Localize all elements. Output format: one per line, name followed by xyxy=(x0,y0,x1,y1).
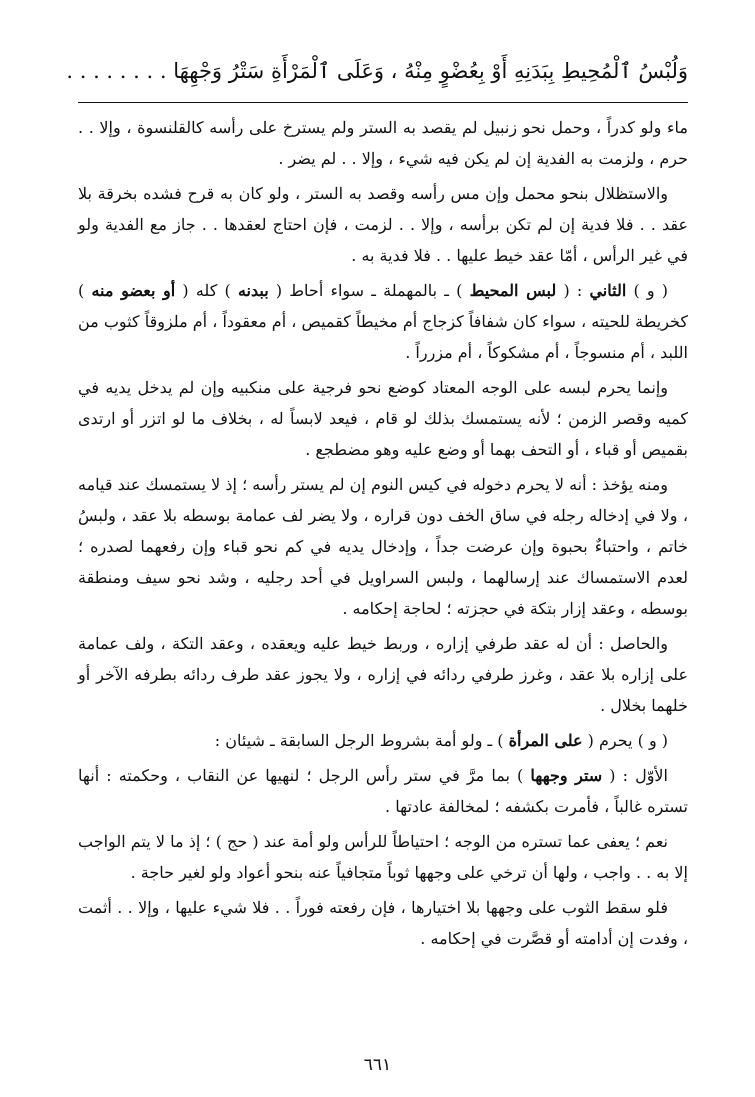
page-content xyxy=(66,52,689,958)
text-segment: نعم ؛ يعفى عما تستره من الوجه ؛ احتياطاً للرأس ولو أمة عند ( حج ) ؛ إذ ما لا يتم الواجب إلا به . . واجب ، ولها أن ترخي على وجهها ثوباً متجافياً عنه بنحو أعواد ولو لغير حاجة . xyxy=(78,832,688,882)
text-segment: ) ـ بالمهملة ـ سواء أحاط ( xyxy=(268,281,470,300)
page-number: ٦٦١ xyxy=(363,1055,392,1075)
text-segment: ( و ) يحرم ( xyxy=(582,731,668,750)
paragraph xyxy=(78,725,688,760)
text-segment: ( و ) xyxy=(626,281,669,300)
text-segment: فلو سقط الثوب على وجهها بلا اختيارها ، فإن رفعته فوراً . . فلا شيء عليها ، وإلا . . أثمت ، وفدت إن أدامته أو قصَّرت في إحكامه . xyxy=(78,898,688,948)
bold-term: أو بعضو منه xyxy=(91,281,176,300)
running-header xyxy=(66,52,688,102)
paragraph xyxy=(78,112,688,178)
text-segment: ) ـ ولو أمة بشروط الرجل السابقة ـ شيئان : xyxy=(214,731,509,750)
header-title: وَلُبْسُ ٱلْمُحِيطِ بِبَدَنِهِ أَوْ بِعُضْوٍ مِنْهُ ، وَعَلَى ٱلْمَرْأَةِ سَتْرُ وَجْهِهَا xyxy=(173,59,688,83)
text-segment: ) بما مرَّ في ستر رأس الرجل ؛ لنهيها عن النقاب ، وحكمته : أنها تستره غالباً ، فأمرت بكشفه ؛ لمخالفة عادتها . xyxy=(78,766,688,816)
text-segment: ) كله ( xyxy=(175,281,238,300)
text-segment: ) كخريطة للحيته ، سواء كان شفافاً كزجاج أم مخيطاً كقميص ، أم معقوداً ، أم ملزوقاً كثوب من اللبد ، أم منسوجاً ، أم مشكوكاً ، أم مزرراً . xyxy=(78,281,689,362)
text-segment: ومنه يؤخذ : أنه لا يحرم دخوله في كيس النوم إن لم يستر رأسه ؛ إذ لا يستمسك عند قيامه ، ولا في إدخاله رجله في ساق الخف دون قراره ، ولا يضر لف عمامة بوسطه بلا عقد ، ولبسُ خاتم ، واحتباءٌ بحبوة وإن عرضت جداً ، وإدخال يديه في كم نحو قباء وإن رفعهما لصدره ؛ لعدم الاستمساك عند إرسالهما ، ولبس السراويل في أحد رجليه ، وشد نحو سيف ومنطقة بوسطه ، وعقد إزار بتكة في حجزته ؛ لحاجة إحكامه . xyxy=(78,475,688,618)
paragraph xyxy=(78,372,688,469)
paragraph xyxy=(78,469,688,628)
paragraph xyxy=(78,826,688,892)
bold-term: على المرأة xyxy=(508,731,583,750)
text-segment: : ( xyxy=(556,281,590,300)
bold-term: ستر وجهها xyxy=(530,766,603,785)
text-segment: الأوّل : ( xyxy=(602,766,669,785)
bold-term: ببدنه xyxy=(237,281,269,300)
text-segment: وإنما يحرم لبسه على الوجه المعتاد كوضع نحو فرجية على منكبيه وإن لم يدخل يديه في كميه وقصر الزمن ؛ لأنه يستمسك بذلك لو قام ، فيعد لابساً له ، بخلاف ما لو اتزر أو ارتدى بقميص أو قباء ، أو التحف بهما أو وضع عليه وهو مضطجع . xyxy=(78,378,688,459)
paragraph xyxy=(78,892,688,958)
header-rule xyxy=(78,102,688,103)
text-segment: والاستظلال بنحو محمل وإن مس رأسه وقصد به الستر ، ولو كان به قرح فشده بخرقة بلا عقد . . فلا فدية إن لم تكن برأسه ، وإلا . . لزمت ، فإن احتاج لعقدها . . جاز مع الفدية ولو في غير الرأس ، أمّا عقد خيط عليها . . فلا فدية به . xyxy=(78,184,688,265)
body-text xyxy=(78,112,688,958)
header-dots: . . . . . . . . xyxy=(66,59,174,83)
bold-term: الثاني xyxy=(589,281,627,300)
paragraph xyxy=(78,178,688,275)
text-segment: والحاصل : أن له عقد طرفي إزاره ، وربط خيط عليه ويعقده ، وعقد التكة ، ولف عمامة على إزاره بلا عقد ، وغرز طرفي ردائه في إزاره ، ولا يجوز عقد طرف ردائه بطرفه الآخر أو خلهما بخلال . xyxy=(78,634,688,715)
paragraph xyxy=(78,275,688,372)
bold-term: لبس المحيط xyxy=(469,281,557,300)
text-segment: ماء ولو كدراً ، وحمل نحو زنبيل لم يقصد به الستر ولم يسترخ على رأسه كالقلنسوة ، وإلا . . حرم ، ولزمت به الفدية إن لم يكن فيه شيء ، وإلا . . لم يضر . xyxy=(78,118,688,168)
paragraph xyxy=(78,628,688,725)
paragraph xyxy=(78,760,688,826)
